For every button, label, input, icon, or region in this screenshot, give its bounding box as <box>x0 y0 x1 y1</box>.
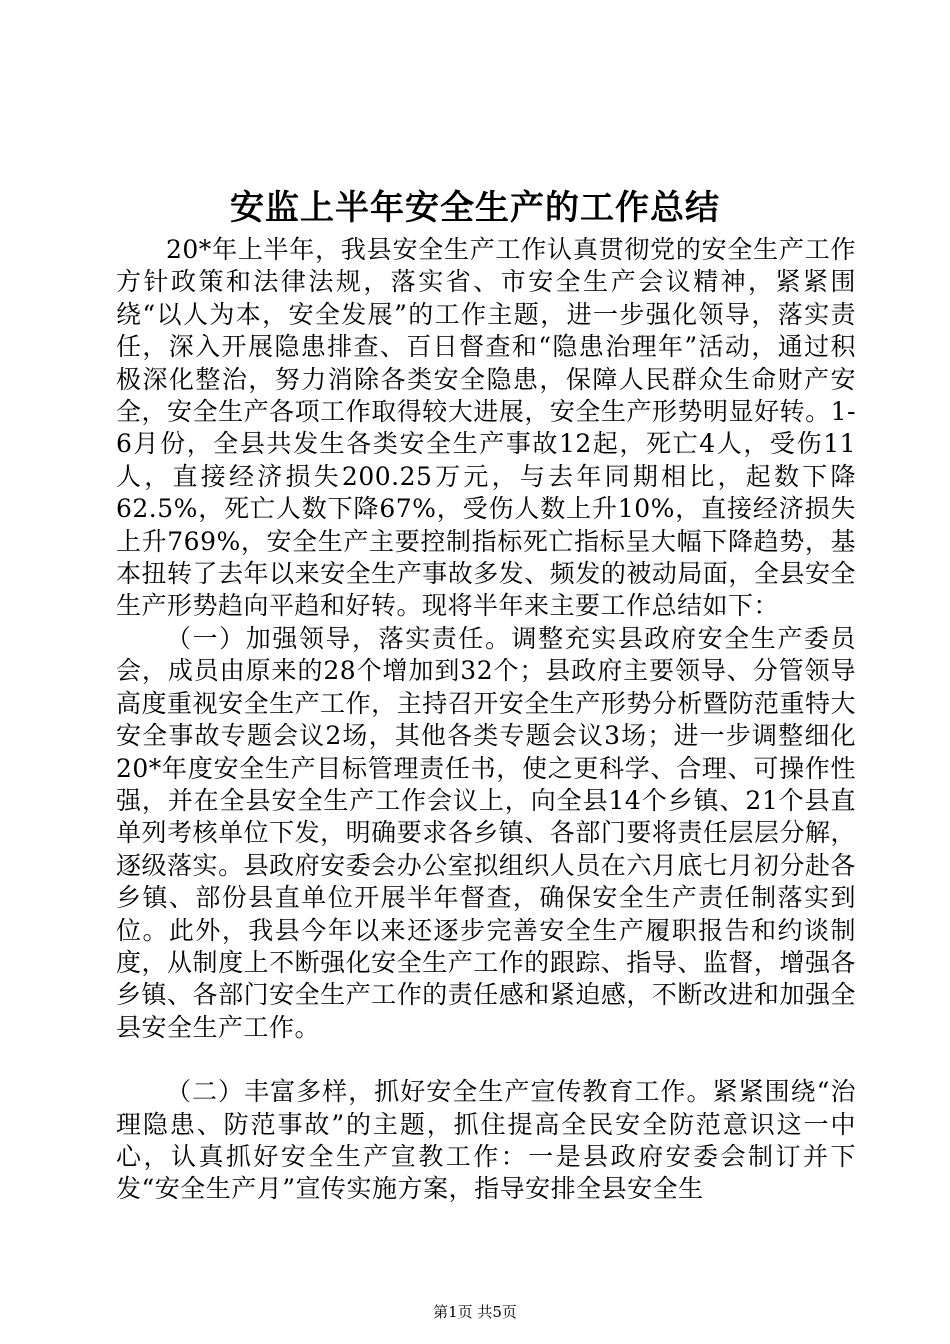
paragraph-section-2: （二）丰富多样，抓好安全生产宣传教育工作。紧紧围绕“治理隐患、防范事故”的主题，抓住提高全民安全防范意识这一中心，认真抓好安全生产宣教工作：一是县政府安委会制订并下发“安全生产月”宣传实施方案，指导安排全县安全生 <box>116 1077 856 1204</box>
page-number-footer: 第1页 共5页 <box>433 1303 517 1321</box>
document-body <box>116 234 856 1206</box>
document-title: 安监上半年安全生产的工作总结 <box>230 188 720 228</box>
paragraph-spacer <box>116 1044 856 1076</box>
paragraph-intro: 20*年上半年，我县安全生产工作认真贯彻党的安全生产工作方针政策和法律法规，落实省、市安全生产会议精神，紧紧围绕“以人为本，安全发展”的工作主题，进一步强化领导，落实责任，深入开展隐患排查、百日督查和“隐患治理年”活动，通过积极深化整治，努力消除各类安全隐患，保障人民群众生命财产安全，安全生产各项工作取得较大进展，安全生产形势明显好转。1-6月份，全县共发生各类安全生产事故12起，死亡4人，受伤11人，直接经济损失200.25万元，与去年同期相比，起数下降62.5%，死亡人数下降67%，受伤人数上升10%，直接经济损失上升769%，安全生产主要控制指标死亡指标呈大幅下降趋势，基本扭转了去年以来安全生产事故多发、频发的被动局面，全县安全生产形势趋向平趋和好转。现将半年来主要工作总结如下： <box>116 235 856 621</box>
paragraph-section-1: （一）加强领导，落实责任。调整充实县政府安全生产委员会，成员由原来的28个增加到32个；县政府主要领导、分管领导高度重视安全生产工作，主持召开安全生产形势分析暨防范重特大安全事故专题会议2场，其他各类专题会议3场；进一步调整细化20*年度安全生产目标管理责任书，使之更科学、合理、可操作性强，并在全县安全生产工作会议上，向全县14个乡镇、21个县直单列考核单位下发，明确要求各乡镇、各部门要将责任层层分解，逐级落实。县政府安委会办公室拟组织人员在六月底七月初分赴各乡镇、部份县直单位开展半年督查，确保安全生产责任制落实到位。此外，我县今年以来还逐步完善安全生产履职报告和约谈制度，从制度上不断强化安全生产工作的跟踪、指导、监督，增强各乡镇、各部门安全生产工作的责任感和紧迫感，不断改进和加强全县安全生产工作。 <box>116 623 856 1042</box>
